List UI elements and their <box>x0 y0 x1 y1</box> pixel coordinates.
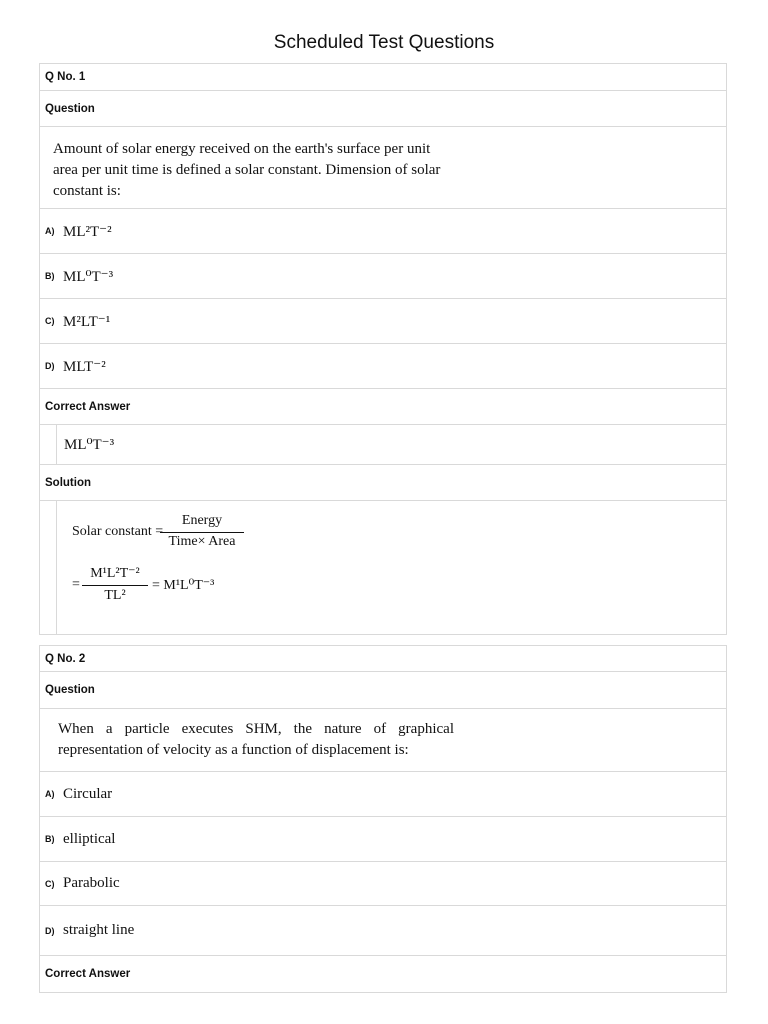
question-label-row <box>40 672 726 709</box>
question-number: Q No. 2 <box>45 652 86 665</box>
question-card-2 <box>39 645 727 993</box>
option-value: ML⁰T⁻³ <box>63 268 114 285</box>
question-label-row <box>40 91 726 127</box>
solution-fraction-denominator-2: TL² <box>104 588 126 603</box>
option-letter: B) <box>45 271 55 281</box>
question-label: Question <box>45 102 95 115</box>
option-d[interactable] <box>40 344 726 389</box>
solution-equals: = <box>72 577 80 592</box>
option-value: ML²T⁻² <box>63 223 112 240</box>
solution-result: = M¹L⁰T⁻³ <box>152 578 215 593</box>
correct-answer-label-row <box>40 389 726 425</box>
option-letter: A) <box>45 226 55 236</box>
option-b[interactable] <box>40 254 726 299</box>
option-b[interactable] <box>40 817 726 862</box>
question-text-row <box>40 709 726 772</box>
answer-indent-bar <box>56 425 57 464</box>
solution-indent-bar <box>56 501 57 634</box>
solution-label: Solution <box>45 476 91 489</box>
solution-fraction-numerator-2: M¹L²T⁻² <box>90 566 140 581</box>
solution-lhs: Solar constant = <box>72 524 164 539</box>
correct-answer-label-row <box>40 956 726 992</box>
option-letter: D) <box>45 925 55 936</box>
question-number-row <box>40 64 726 91</box>
fraction-bar-2 <box>82 585 148 586</box>
fraction-bar <box>160 532 244 533</box>
question-text-row <box>40 127 726 209</box>
option-letter: D) <box>45 361 55 371</box>
question-text: Amount of solar energy received on the earth's surface per unit area per unit time is defined a solar constant. Dimension of solar constant is: <box>53 141 441 199</box>
correct-answer-label: Correct Answer <box>45 968 131 980</box>
option-letter: C) <box>45 316 55 326</box>
option-c[interactable] <box>40 299 726 344</box>
option-letter: B) <box>45 834 55 844</box>
question-card-1 <box>39 63 727 635</box>
question-number: Q No. 1 <box>45 71 86 83</box>
correct-answer-row <box>40 425 726 465</box>
solution-fraction-denominator: Time× Area <box>168 534 236 549</box>
solution-label-row <box>40 465 726 501</box>
correct-answer-value: ML⁰T⁻³ <box>64 437 115 453</box>
option-value: Parabolic <box>63 875 120 891</box>
option-a[interactable] <box>40 772 726 817</box>
option-value: MLT⁻² <box>63 358 106 375</box>
correct-answer-label: Correct Answer <box>45 400 131 413</box>
option-d[interactable] <box>40 906 726 956</box>
option-letter: C) <box>45 878 55 889</box>
option-letter: A) <box>45 789 55 799</box>
question-text: When a particle executes SHM, the nature of graphical representation of velocity as a function of displacement is: <box>58 721 454 758</box>
option-value: M²LT⁻¹ <box>63 313 111 330</box>
question-label: Question <box>45 684 95 696</box>
option-value: elliptical <box>63 830 116 847</box>
option-c[interactable] <box>40 862 726 906</box>
option-value: Circular <box>63 785 113 802</box>
question-number-row <box>40 646 726 672</box>
option-value: straight line <box>63 922 135 938</box>
solution-fraction-numerator: Energy <box>181 513 223 528</box>
solution-row <box>40 501 726 634</box>
page-title: Scheduled Test Questions <box>273 32 495 53</box>
option-a[interactable] <box>40 209 726 254</box>
